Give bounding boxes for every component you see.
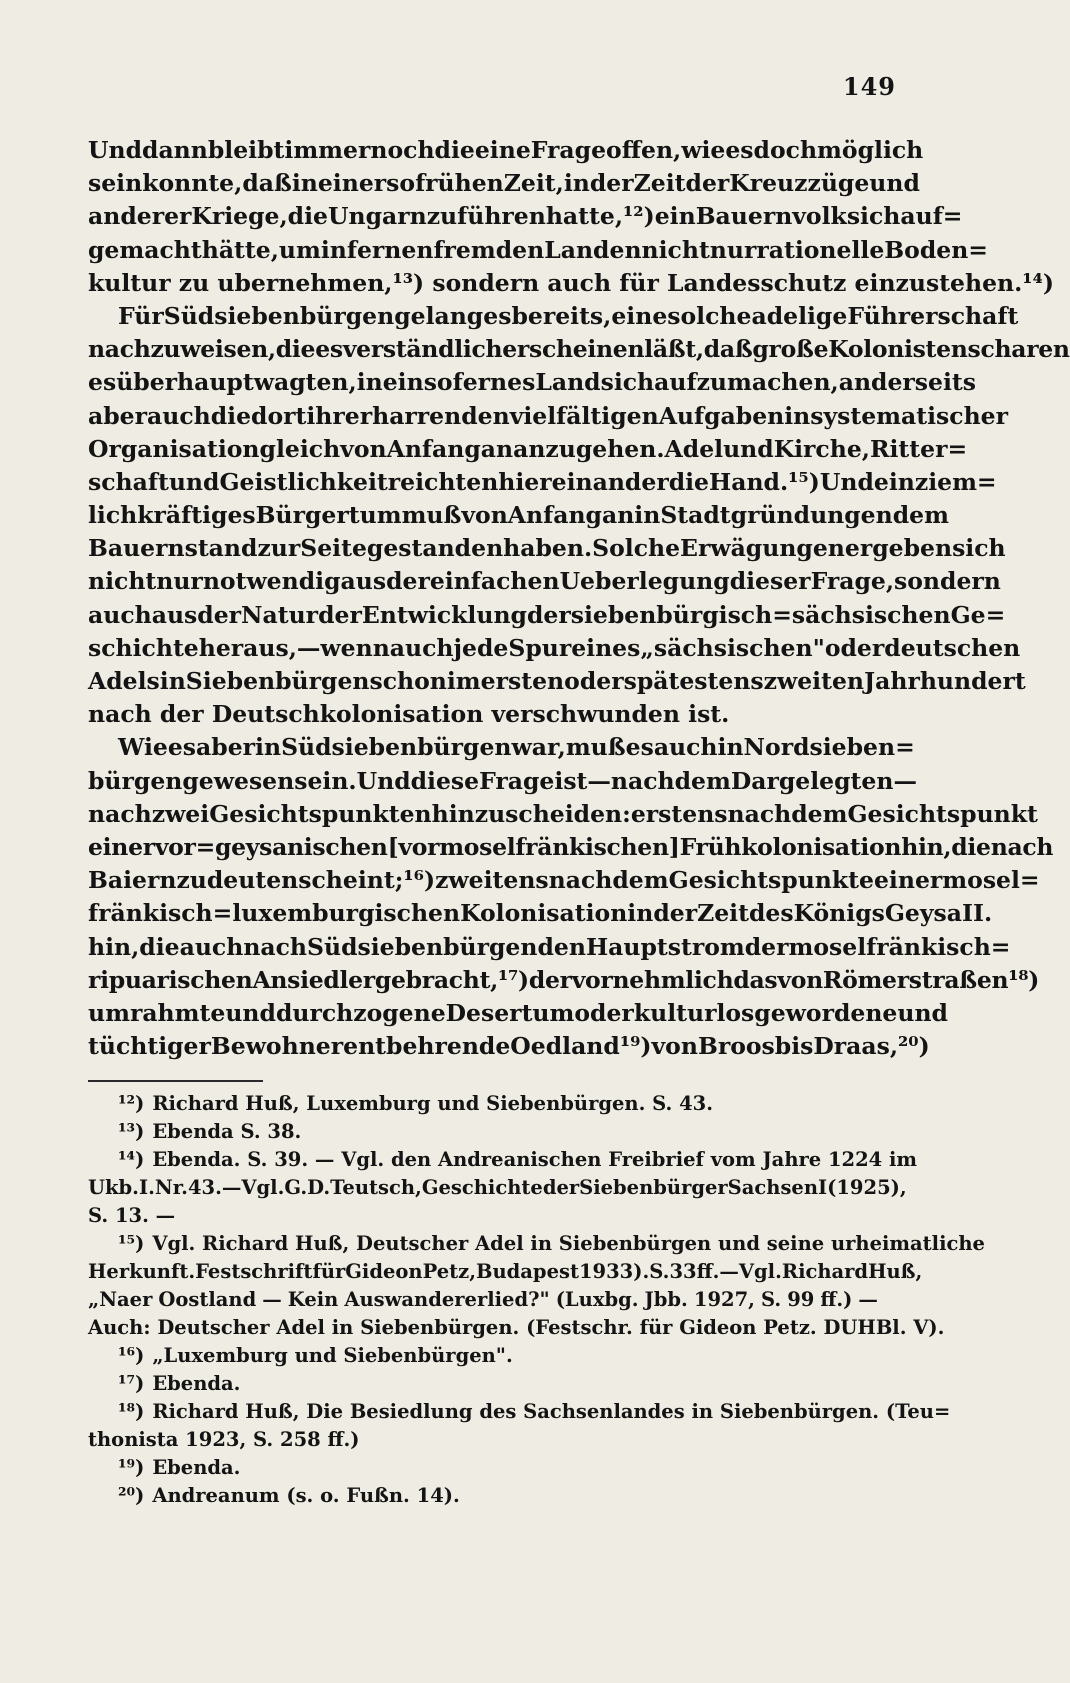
- footnote-line: Auch: Deutscher Adel in Siebenbürgen. (Festschr. für Gideon Petz. DUHBl. V).: [88, 1316, 945, 1339]
- footnote-number: ¹⁷): [118, 1372, 145, 1395]
- footnote: [88, 1090, 878, 1118]
- text-line: Und dann bleibt immer noch die eine Frage offen, wie es doch möglich: [88, 136, 924, 164]
- text-line: nachzuweisen, die es verständlich erscheinen läßt, daß große Kolonistenscharen: [88, 335, 1070, 364]
- text-line: gemacht hätte, um in fernen fremden Landen nicht nur rationelle Boden=: [88, 235, 988, 264]
- text-line: Wie es aber in Südsiebenbürgen war, muß es auch in Nordsieben=: [118, 733, 915, 762]
- footnote: [88, 1482, 878, 1510]
- text-line: Für Südsiebenbürgen gelang es bereits, eine solche adelige Führerschaft: [118, 301, 1019, 330]
- text-line: tüchtiger Bewohner entbehrende Oedland¹⁹) von Broos bis Draas,²⁰): [88, 1032, 930, 1061]
- footnote: [88, 1398, 951, 1454]
- footnote-number: ²⁰): [118, 1484, 145, 1507]
- footnotes: [88, 1090, 985, 1510]
- text-line: nach der Deutschkolonisation verschwunden ist.: [88, 700, 730, 729]
- footnote-line: S. 13. —: [88, 1204, 176, 1227]
- text-line: Organisation gleich von Anfang an anzugehen. Adel und Kirche, Ritter=: [88, 434, 968, 463]
- footnote-number: ¹⁹): [118, 1456, 145, 1479]
- footnote-text: „Luxemburg und Siebenbürgen".: [152, 1344, 513, 1367]
- text-line: hin, die auch nach Südsiebenbürgen den Hauptstrom der moselfränkisch=: [88, 932, 1011, 961]
- footnote: [88, 1454, 878, 1482]
- text-line: einer vor=geysanischen [vormoselfränkischen] Frühkolonisation hin, die nach: [88, 832, 1054, 861]
- footnote-text: Ebenda.: [152, 1456, 241, 1479]
- footnote-text: Ebenda S. 38.: [152, 1120, 302, 1143]
- text-line: bürgen gewesen sein. Und diese Frage ist — nach dem Dargelegten —: [88, 766, 917, 795]
- footnote-number: ¹²): [118, 1092, 145, 1115]
- footnote-line: [88, 1370, 878, 1398]
- footnote-number: ¹⁵): [118, 1232, 145, 1255]
- text-line: umrahmte und durchzogene Desertum oder kulturlos gewordene und: [88, 998, 948, 1027]
- footnote-line: [88, 1146, 918, 1174]
- footnote-line: Herkunft. Festschrift für Gideon Petz, Budapest 1933). S. 33 ff. — Vgl. Richard Huß,: [88, 1260, 923, 1283]
- text-line: Baiern zu deuten scheint;¹⁶) zweitens nach dem Gesichtspunkte einer mosel=: [88, 866, 1040, 895]
- footnote-line: [88, 1118, 878, 1146]
- footnote-line: „Naer Oostland — Kein Auswandererlied?" (Luxbg. Jbb. 1927, S. 99 ff.) —: [88, 1288, 878, 1311]
- footnote-line: thonista 1923, S. 258 ff.): [88, 1428, 360, 1451]
- footnote: [88, 1370, 878, 1398]
- page-number: 149: [842, 72, 896, 101]
- text-line: Bauernstand zur Seite gestanden haben. Solche Erwägungen ergeben sich: [88, 534, 1006, 563]
- text-line: auch aus der Natur der Entwicklung der siebenbürgisch=sächsischen Ge=: [88, 600, 1006, 629]
- footnote-text: Richard Huß, Die Besiedlung des Sachsenlandes in Siebenbürgen. (Teu=: [152, 1400, 951, 1423]
- text-line: anderer Kriege, die Ungarn zu führen hatte,¹²) ein Bauernvolk sich auf=: [88, 202, 963, 231]
- text-line: ripuarischen Ansiedler gebracht,¹⁷) der vornehmlich das von Römerstraßen¹⁸): [88, 965, 1040, 994]
- footnote-rule: [88, 1080, 263, 1082]
- footnote-text: Ebenda. S. 39. — Vgl. den Andreanischen Freibrief vom Jahre 1224 im: [152, 1148, 918, 1171]
- text-line: Adels in Siebenbürgen schon im ersten oder spätestens zweiten Jahrhundert: [88, 667, 1026, 695]
- text-line: aber auch die dort ihrer harrenden vielfältigen Aufgaben in systematischer: [88, 401, 1009, 430]
- paragraph: [88, 134, 1055, 300]
- footnote-line: [88, 1398, 951, 1426]
- body-text: [88, 134, 1070, 1063]
- footnote-line: [88, 1482, 878, 1510]
- footnote-text: Vgl. Richard Huß, Deutscher Adel in Siebenbürgen und seine urheimatliche: [152, 1232, 985, 1255]
- paragraph: [88, 731, 1054, 1063]
- footnote: [88, 1118, 878, 1146]
- footnote-text: Andreanum (s. o. Fußn. 14).: [152, 1484, 460, 1507]
- text-line: fränkisch=luxemburgischen Kolonisation in der Zeit des Königs Geysa II.: [88, 899, 993, 928]
- footnote: [88, 1342, 878, 1370]
- text-line: schaft und Geistlichkeit reichten hier einander die Hand.¹⁵) Und ein ziem=: [88, 467, 997, 496]
- footnote: [88, 1230, 985, 1342]
- footnote-number: ¹⁶): [118, 1344, 145, 1367]
- footnote-text: Ebenda.: [152, 1372, 241, 1395]
- paragraph: [88, 300, 1070, 731]
- text-line: lich kräftiges Bürgertum muß von Anfang an in Stadtgründungen dem: [88, 501, 949, 530]
- footnote-line: [88, 1454, 878, 1482]
- footnote-line: Ukb. I. Nr. 43. — Vgl. G.D. Teutsch, Geschichte der Siebenbürger Sachsen I (1925),: [88, 1176, 907, 1199]
- footnote-line: [88, 1342, 878, 1370]
- footnote-number: ¹⁴): [118, 1148, 145, 1171]
- text-line: nicht nur notwendig aus der einfachen Ueberlegung dieser Frage, sondern: [88, 567, 1001, 596]
- footnote-number: ¹³): [118, 1120, 145, 1143]
- text-line: kultur zu ubernehmen,¹³) sondern auch für Landesschutz einzustehen.¹⁴): [88, 268, 1055, 297]
- text-line: schichte heraus, — wenn auch jede Spur eines „sächsischen" oder deutschen: [88, 633, 1021, 662]
- footnote-line: [88, 1090, 878, 1118]
- text-line: es überhaupt wagten, in ein so fernes Land sich aufzumachen, anderseits: [88, 368, 976, 397]
- footnote-number: ¹⁸): [118, 1400, 145, 1423]
- footnote: [88, 1146, 918, 1230]
- text-line: nach zwei Gesichtspunkten hin zu scheiden: erstens nach dem Gesichtspunkt: [88, 799, 1038, 828]
- footnote-line: [88, 1230, 985, 1258]
- text-line: sein konnte, daß in einer so frühen Zeit, in der Zeit der Kreuzzüge und: [88, 169, 920, 198]
- footnote-text: Richard Huß, Luxemburg und Siebenbürgen. S. 43.: [152, 1092, 714, 1115]
